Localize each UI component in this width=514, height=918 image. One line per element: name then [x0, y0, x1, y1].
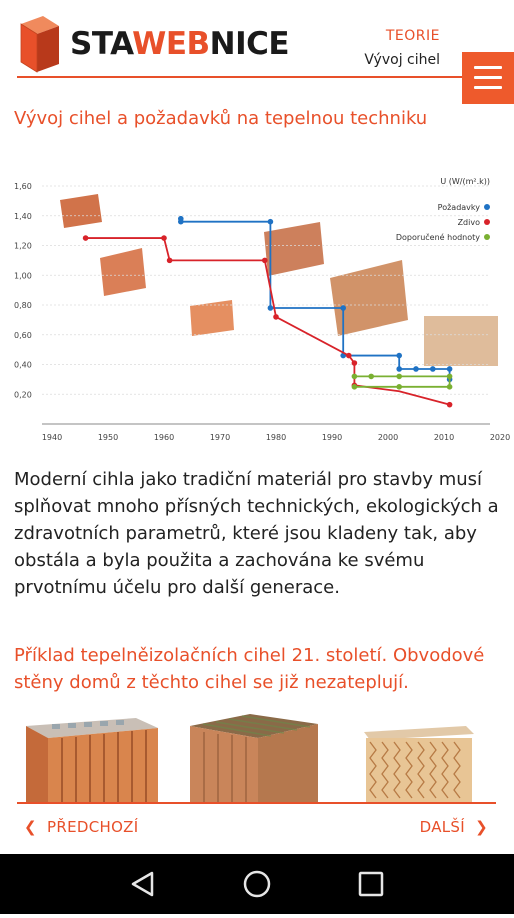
x-tick-label: 1990 [321, 433, 343, 442]
data-point [178, 219, 184, 225]
x-tick-label: 1970 [209, 433, 231, 442]
home-icon[interactable] [245, 872, 269, 896]
section-label: TEORIE [385, 28, 440, 44]
brick-image-1 [26, 718, 158, 804]
data-point [83, 235, 89, 241]
system-navigation-bar [0, 854, 514, 914]
data-point [447, 374, 453, 380]
y-tick-label: 0,20 [14, 390, 32, 400]
chevron-right-icon: ❯ [475, 818, 488, 836]
logo-text[interactable] [70, 26, 289, 62]
legend-label: Zdivo [457, 218, 480, 227]
x-tick-label: 1940 [41, 433, 63, 442]
brick-image-2 [190, 714, 318, 804]
data-point [268, 305, 274, 311]
data-point [268, 219, 274, 225]
example-heading: Příklad tepelněizolačních cihel 21. století. Obvodové stěny domů z těchto cihel se již nezateplují. [14, 645, 485, 693]
data-point [396, 374, 402, 380]
logo-part-3: NICE [209, 26, 290, 62]
logo-part-1: STA [70, 26, 133, 62]
brick-photo-4 [264, 222, 324, 276]
page-title: Vývoj cihel a požadavků na tepelnou techniku [14, 108, 428, 129]
x-tick-label: 1960 [153, 433, 175, 442]
data-point [447, 366, 453, 372]
legend-label: Doporučené hodnoty [395, 233, 480, 242]
next-button[interactable] [420, 818, 488, 836]
y-tick-label: 1,20 [14, 241, 32, 251]
example-bricks-images [18, 712, 496, 804]
header-divider [17, 76, 463, 78]
data-point [396, 384, 402, 390]
brick-photo-2 [100, 248, 146, 296]
menu-bar-icon [474, 66, 502, 69]
legend-marker [484, 219, 490, 225]
x-tick-label: 2000 [377, 433, 399, 442]
legend-label: Požadavky [437, 203, 480, 212]
x-tick-label: 1980 [265, 433, 287, 442]
data-point [396, 366, 402, 372]
data-point [396, 353, 402, 359]
data-point [447, 402, 453, 408]
brick-photo-1 [60, 194, 102, 228]
menu-bar-icon [474, 76, 502, 79]
brick-photo-6 [424, 316, 498, 366]
previous-button[interactable] [24, 818, 138, 836]
chevron-left-icon: ❮ [24, 818, 37, 836]
page-subtitle: Vývoj cihel [364, 52, 440, 68]
logo-brick-icon [17, 16, 61, 72]
y-tick-label: 1,60 [14, 182, 32, 191]
y-tick-label: 0,80 [14, 301, 32, 310]
next-label: DALŠÍ [419, 818, 465, 836]
footer-divider [17, 802, 496, 804]
data-point [352, 374, 358, 380]
legend-marker [484, 204, 490, 210]
data-point [430, 366, 436, 372]
brick-photo-5 [330, 260, 408, 336]
data-point [161, 235, 167, 241]
y-tick-label: 0,60 [14, 330, 32, 340]
brick-image-3 [364, 726, 474, 804]
legend-marker [484, 234, 490, 240]
data-point [346, 353, 352, 359]
app-header [0, 0, 514, 104]
menu-bar-icon [474, 86, 502, 89]
chart-svg [10, 168, 511, 450]
intro-paragraph: Moderní cihla jako tradiční materiál pro stavby musí splňovat mnoho přísných technických, ekologických a zdravotních parametrů, které jsou kladeny tak, aby obstála a byla použita a zachována ke svému prvotnímu účelu pro další generace. [14, 469, 499, 598]
y-tick-label: 1,40 [14, 211, 32, 221]
data-point [340, 305, 346, 311]
series-line-3 [354, 376, 449, 386]
data-point [352, 360, 358, 366]
x-tick-label: 1950 [97, 433, 119, 442]
data-point [273, 314, 279, 320]
recents-icon[interactable] [360, 873, 382, 895]
x-tick-label: 2020 [489, 433, 511, 442]
y-tick-label: 1,00 [14, 271, 32, 281]
hamburger-menu-button[interactable] [462, 52, 514, 104]
data-point [447, 384, 453, 390]
data-point [262, 258, 268, 264]
y-axis-label: U (W/(m².k)) [440, 177, 490, 186]
data-point [368, 374, 374, 380]
data-point [352, 384, 358, 390]
u-value-chart [10, 168, 511, 450]
logo-part-2: WEB [132, 26, 210, 62]
previous-label: PŘEDCHOZÍ [47, 818, 139, 836]
x-tick-label: 2010 [433, 433, 455, 442]
y-tick-label: 0,40 [14, 360, 32, 370]
back-icon[interactable] [133, 873, 152, 895]
data-point [167, 258, 173, 264]
data-point [413, 366, 419, 372]
